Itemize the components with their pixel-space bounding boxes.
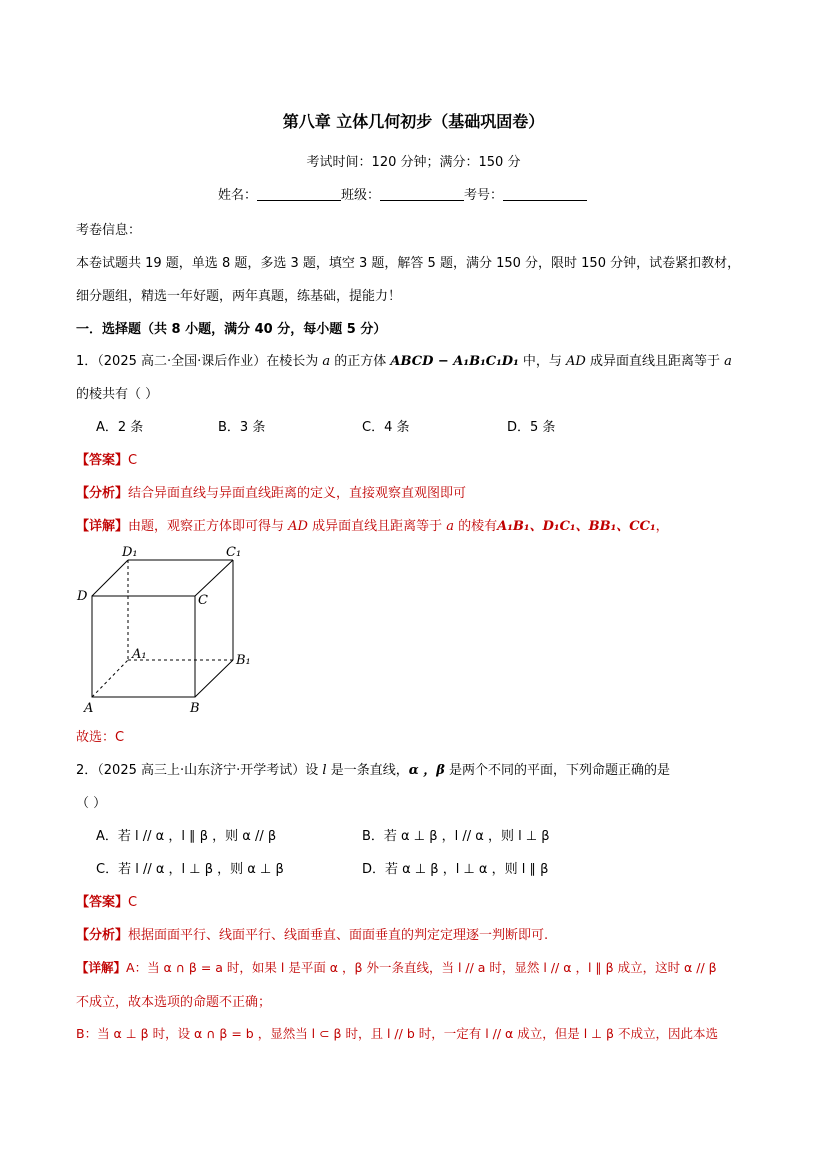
q1-analysis-text: 结合异面直线与异面直线距离的定义，直接观察直观图即可: [128, 486, 467, 501]
exam-time: 考试时间：120 分钟；满分：150 分: [306, 155, 521, 170]
q2-detail-tag: 【详解】: [76, 960, 127, 975]
info-heading: 考卷信息：: [76, 223, 142, 238]
info-line-1: 本卷试题共 19 题，单选 8 题，多选 3 题，填空 3 题，解答 5 题，满分 150 分，限时 150 分钟，试卷紧扣教材，: [76, 256, 741, 271]
q2-prefix: 2．（2025 高三上·山东济宁·开学考试）设: [76, 763, 323, 778]
q2-analysis: [76, 924, 548, 943]
q1-answer-tag: 【答案】: [76, 453, 129, 468]
q2-stem-line2: （ ）: [76, 796, 107, 811]
cube-label-d: D: [77, 589, 88, 604]
class-blank[interactable]: [380, 188, 464, 201]
q2-planes: α ，β: [408, 763, 445, 778]
q1-detail-tag: 【详解】: [76, 519, 129, 534]
cube-label-c: C: [198, 593, 208, 608]
q1-detail-c: 的棱有: [454, 519, 498, 534]
q1-detail-var-a: a: [446, 519, 454, 534]
cube-label-c1: C₁: [226, 545, 242, 560]
q1-mid3: 成异面直线且距离等于: [585, 354, 725, 369]
cube-edge-cc1: [195, 560, 233, 596]
q2-var-l: l: [322, 763, 327, 778]
cube-edge-bb1: [195, 660, 233, 697]
number-blank[interactable]: [503, 188, 587, 201]
q2-option-a[interactable]: A．若 l // α ，l ∥ β ，则 α // β: [96, 829, 277, 844]
q2-detail-1: [76, 958, 717, 976]
q1-analysis-tag: 【分析】: [76, 486, 129, 501]
q1-option-c[interactable]: C．4 条: [362, 420, 410, 435]
q2-answer-tag: 【答案】: [76, 895, 129, 910]
q1-option-a[interactable]: A．2 条: [96, 420, 144, 435]
q2-option-b[interactable]: B．若 α ⊥ β ，l // α ，则 l ⊥ β: [362, 829, 550, 844]
q2-analysis-text: 根据面面平行、线面平行、线面垂直、面面垂直的判定定理逐一判断即可.: [128, 928, 549, 943]
q2-option-d[interactable]: D．若 α ⊥ β ，l ⊥ α ，则 l ∥ β: [362, 862, 549, 877]
q1-detail: [76, 515, 669, 534]
info-line-2: 细分题组，精选一年好题，两年真题，练基础，提能力！: [76, 289, 402, 304]
q1-option-d[interactable]: D．5 条: [507, 420, 556, 435]
q1-detail-edges: A₁B₁、D₁C₁、BB₁、CC₁: [497, 519, 656, 534]
q1-answer-value: C: [128, 453, 138, 468]
q1-var-a2: a: [724, 354, 732, 369]
q2-detail-2: 不成立，故本选项的命题不正确；: [76, 995, 272, 1010]
q1-analysis: [76, 482, 466, 501]
q2-answer-value: C: [128, 895, 138, 910]
q2-detail-3: B：当 α ⊥ β 时，设 α ∩ β = b ，显然当 l ⊂ β 时，且 l // b 时，一定有 l // α 成立，但是 l ⊥ β 不成立，因此本选: [76, 1026, 718, 1041]
q1-detail-a: 由题，观察正方体即可得与: [128, 519, 289, 534]
q2-mid2: 是两个不同的平面，下列命题正确的是: [444, 763, 671, 778]
q1-mid: 的正方体: [330, 354, 391, 369]
cube-edge-dd1: [92, 560, 128, 596]
q2-mid: 是一条直线，: [326, 763, 409, 778]
q1-ad: AD: [566, 354, 586, 369]
number-label: 考号：: [464, 188, 504, 203]
q1-detail-ad: AD: [288, 519, 308, 534]
section-heading: 一．选择题（共 8 小题，满分 40 分，每小题 5 分）: [76, 322, 387, 337]
student-info-row: [218, 184, 587, 203]
q2-answer: [76, 891, 137, 910]
q1-detail-end: ，: [655, 519, 669, 534]
q2-detail-line1: A：当 α ∩ β = a 时，如果 l 是平面 α ，β 外一条直线，当 l // a 时，显然 l // α ，l ∥ β 成立，这时 α // β: [126, 960, 717, 975]
class-label: 班级：: [341, 188, 381, 203]
q1-conclusion: 故选：C: [76, 730, 125, 745]
q2-analysis-tag: 【分析】: [76, 928, 129, 943]
cube-hidden-edge-aa1: [92, 660, 128, 697]
name-label: 姓名：: [218, 188, 258, 203]
q2-stem: [76, 759, 670, 778]
name-blank[interactable]: [257, 188, 341, 201]
q1-stem: [76, 350, 732, 369]
q1-prefix: 1．（2025 高二·全国·课后作业）在棱长为: [76, 354, 323, 369]
cube-label-b: B: [190, 701, 200, 716]
cube-label-a1: A₁: [132, 647, 147, 662]
cube-diagram: [74, 540, 264, 720]
q2-option-c[interactable]: C．若 l // α ，l ⊥ β ，则 α ⊥ β: [96, 862, 284, 877]
q1-cube: ABCD − A₁B₁C₁D₁: [390, 354, 519, 369]
q1-answer: [76, 449, 137, 468]
q1-mid2: 中，与: [518, 354, 567, 369]
q1-option-b[interactable]: B．3 条: [218, 420, 266, 435]
q1-detail-b: 成异面直线且距离等于: [307, 519, 447, 534]
q1-var-a: a: [322, 354, 331, 369]
cube-label-a: A: [84, 701, 94, 716]
q1-stem-line2: 的棱共有（ ）: [76, 387, 159, 402]
page-title: 第八章 立体几何初步（基础巩固卷）: [282, 112, 545, 131]
cube-label-b1: B₁: [236, 653, 251, 668]
cube-label-d1: D₁: [122, 545, 138, 560]
